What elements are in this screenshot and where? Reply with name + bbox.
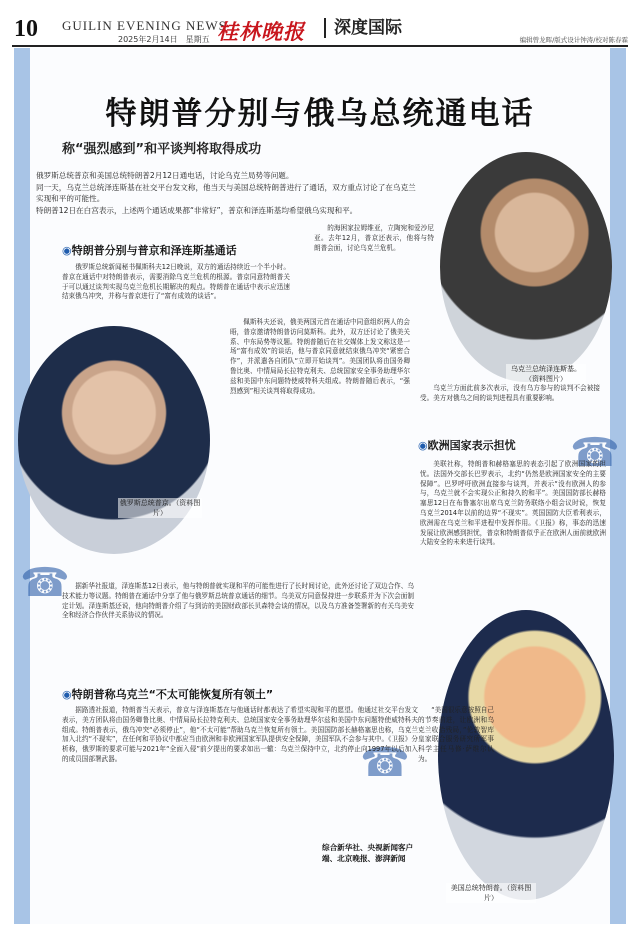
- body-column: [62, 263, 290, 302]
- section-heading: [62, 242, 237, 258]
- frame-border-right: [610, 48, 626, 924]
- lead-paragraph: 同一天，乌克兰总统泽连斯基在社交平台发文称，他当天与美国总统特朗普进行了通话，双方重点讨论了在乌克兰实现和平的可能性。: [36, 182, 416, 203]
- paper-logo: 桂林晚报: [217, 19, 305, 44]
- paper-name-en: GUILIN EVENING NEWS: [62, 18, 227, 33]
- page-number: 10: [14, 16, 38, 42]
- issue-date: 2025年2月14日 星期五: [118, 35, 210, 44]
- section-name: 深度国际: [324, 18, 402, 38]
- page-header: [0, 0, 640, 46]
- body-paragraph: 俄罗斯总统新闻秘书佩斯科夫12日晚说，双方的通话持续近一个半小时。普京在通话中对特朗普表示，需要消除乌克兰危机的根源。普京同意特朗普关于可以通过谈判实现乌克兰危机长期解决的观点。特朗普在通话中表示应迅速结束俄乌冲突，并称与普京进行了“富有成效的谈话”。: [62, 263, 290, 301]
- zelensky-caption: 乌克兰总统泽连斯基。（资料图片）: [506, 364, 586, 384]
- body-paragraph: 乌克兰方面此前多次表示，没有乌方参与的谈判不会被接受。美方对俄乌之间的谈判进程具有重要影响。: [420, 384, 600, 402]
- section-heading-text: 特朗普分别与普京和泽连斯基通话: [71, 244, 237, 257]
- header-rule: [12, 45, 628, 47]
- trump-caption: 美国总统特朗普。（资料图片）: [446, 883, 536, 903]
- body-paragraph: 佩斯科夫还说，俄美两国元首在通话中同意组织两人的会晤，普京邀请特朗普访问莫斯科。此外，双方还讨论了俄美关系、中东局势等议题。特朗普随后在社交媒体上发文称这是一场“富有成效”的谈话，他与普京同意就结束俄乌冲突“紧密合作”，并派遣各自团队“立即开始谈判”。美国团队将由国务卿鲁比奥、中情局局长拉特克利夫、总统国家安全事务助理华尔兹和美国中东问题特使威特科夫组成。特朗普随后表示，“强烈感到”相关谈判将取得成功。: [230, 318, 410, 395]
- article-subtitle: 称“强烈感到”和平谈判将取得成功: [62, 142, 262, 157]
- zelensky-photo: [440, 152, 612, 382]
- bullet-icon: ◉: [62, 244, 72, 257]
- body-paragraph: 据新华社报道，泽连斯基12日表示，他与特朗普就实现和平的可能性进行了长时间讨论，此外还讨论了双边合作、乌技术能力等议题。特朗普在通话中分享了他与俄罗斯总统普京通话的细节。乌美双方同意保持进一步联系并为下次会面制定计划。泽连斯基还说，他向特朗普介绍了与到访的美国财政部长贝森特会谈的情况，以及乌方准备签署新的有关乌美安全和经济合作伙伴关系协议的情况。: [62, 582, 414, 620]
- body-paragraph: 据路透社报道，特朗普当天表示，普京与泽连斯基在与他通话时都表达了希望实现和平的愿望。他通过社交平台发文表示，美方团队将由国务卿鲁比奥、中情局局长拉特克利夫、总统国家安全事务助理华尔兹和美国中东问题特使威特科夫组成。特朗普表示，俄乌冲突“必须停止”，他“不太可能”帮助乌克兰恢复所有领土。美国国防部长赫格塞思也称，乌克兰加入北约“不现实”，在任何和平协议中都应当由欧洲和非欧洲国家军队提供安全保障，美国军队不会参与其中。《卫报》分析称，俄罗斯的要求可能与2021年“全面入侵”前夕提出的要求如出一辙：乌克兰保持中立，北约停止向1997年以后加入的成员国部署武器。: [62, 706, 418, 763]
- body-column: [314, 224, 434, 253]
- body-column: [420, 460, 606, 548]
- putin-caption: 俄罗斯总统普京。（资料图片）: [119, 499, 201, 517]
- putin-photo: [18, 326, 210, 554]
- section-heading-text: 特朗普称乌克兰“不太可能恢复所有领土”: [71, 688, 274, 701]
- body-paragraph: “美国很乐意按照自己的节奏前进，让欧洲和乌克兰收拾残局，”伦敦智库皇家联合服务研究所军事科学主任马修·萨维尔认为。: [418, 706, 494, 763]
- body-paragraph: 的海困家拉姆维亚，立陶宛和爱沙尼亚。去年12月，普京还表示，他将与特朗普会面，讨论乌克兰危机。: [314, 224, 434, 252]
- body-column: [62, 582, 414, 621]
- article-lead: [36, 170, 420, 216]
- lead-paragraph: 俄罗斯总统普京和美国总统特朗普2月12日通电话，讨论乌克兰局势等问题。: [36, 171, 294, 180]
- source-credit: 综合新华社、央视新闻客户端、北京晚报、澎湃新闻: [322, 843, 414, 863]
- body-column: [62, 706, 418, 765]
- bullet-icon: ◉: [418, 439, 428, 452]
- telephone-decoration-icon: ☎: [20, 560, 70, 606]
- body-column: [230, 318, 410, 396]
- lead-paragraph: 特朗普12日在白宫表示，上述两个通话成果都“非常好”，普京和泽连斯基均希望俄乌实现和平。: [36, 205, 358, 215]
- body-column: [420, 384, 600, 404]
- bullet-icon: ◉: [62, 688, 72, 701]
- body-paragraph: 美联社称，特朗普和赫格塞思的表态引起了欧洲国家的担忧。法国外交部长巴罗表示，北约“仍然是欧洲国家安全的主要保障”。巴罗呼吁欧洲直接参与谈判，并表示“没有欧洲人的参与，乌克兰就不会实现公正和持久的和平”。美国国防部长赫格塞思12日在布鲁塞尔出席乌克兰防务联络小组会议时说，恢复乌克兰2014年以前的边界“不现实”。英国国防大臣希利表示，欧洲需在乌克兰和平进程中发挥作用。《卫报》称，事态的迅速发展让欧洲感到担忧，普京和特朗普似乎正在欧洲人面前就欧洲大陆安全的未来进行谈判。: [420, 460, 606, 547]
- article-title: 特朗普分别与俄乌总统通电话: [105, 96, 535, 132]
- telephone-decoration-icon: ☎: [360, 740, 410, 786]
- telephone-decoration-icon: ☎: [570, 430, 620, 476]
- editors-credit: 编辑曾龙晖/版式设计钟涛/校对陈春霖: [519, 36, 628, 44]
- section-heading: [418, 437, 516, 453]
- section-heading: [62, 686, 273, 702]
- body-column: [418, 706, 494, 765]
- section-heading-text: 欧洲国家表示担忧: [427, 439, 516, 452]
